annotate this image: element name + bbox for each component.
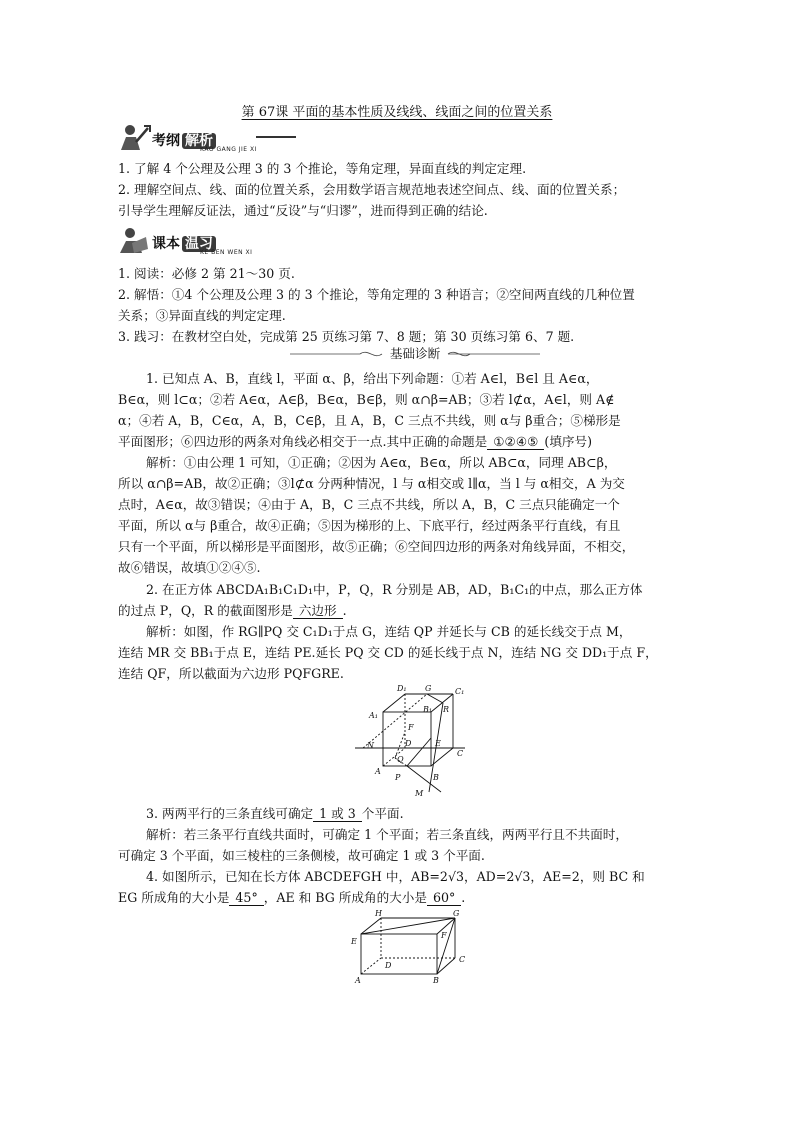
kaogang-line: 2. 理解空间点、线、面的位置关系，会用数学语言规范地表述空间点、线、面的位置关系； xyxy=(118,182,626,197)
label-M: M xyxy=(415,789,424,798)
a1-line: 只有一个平面，所以梯形是平面图形，故⑤正确；⑥空间四边形的两条对角线异面，不相交， xyxy=(118,539,635,554)
keben-line: 3. 践习：在教材空白处，完成第 25 页练习第 7、8 题；第 30 页练习第 6、7 题. xyxy=(118,329,575,344)
q4-answer-2: 60° xyxy=(427,890,461,906)
a2-line: 连结 MR 交 BB₁于点 E，连结 PE.延长 PQ 交 CD 的延长线于点 N，连结 NG 交 DD₁于点 F， xyxy=(118,645,658,660)
label-B1: B₁ xyxy=(423,705,433,714)
a1-line: 所以 α∩β=AB，故②正确；③l⊄α 分两种情况，l 与 α相交或 l∥α，当 l 与 α相交，A 为交 xyxy=(118,476,625,491)
q1-line: B∈α，则 l⊂α；②若 A∈α，A∈β，B∈α，B∈β，则 α∩β=AB；③若 l⊄α，A∈l，则 A∉ xyxy=(118,392,615,407)
label-F: F xyxy=(408,723,414,732)
keben-line: 1. 阅读：必修 2 第 21～30 页. xyxy=(118,266,295,281)
label-A1: A₁ xyxy=(369,711,378,720)
label-G: G xyxy=(425,684,432,693)
section-title: 课本 温习 xyxy=(148,234,220,254)
label-C1: C₁ xyxy=(455,687,465,696)
q1-answer: ①②④⑤ xyxy=(487,434,544,450)
a1-line: 平面，所以 α与 β重合，故④正确；⑤因为梯形的上、下底平行，经过两条平行直线，有且 xyxy=(118,518,621,533)
label-A: A xyxy=(375,767,381,776)
label-C: C xyxy=(457,749,464,758)
label-E: E xyxy=(351,937,357,946)
section-header-kaogang xyxy=(118,122,378,154)
box-figure xyxy=(345,908,481,986)
q4-answer-1: 45° xyxy=(229,890,263,906)
label-D: D xyxy=(405,739,412,748)
q3-answer: 1 或 3 xyxy=(313,806,362,822)
label-H: H xyxy=(375,909,382,918)
q2-line: 的过点 P，Q，R 的截面图形是 六边形 . xyxy=(118,603,347,618)
label-N: N xyxy=(367,741,374,750)
q4-line: 4. 如图所示，已知在长方体 ABCDEFGH 中，AB=2√3，AD=2√3，AE=2，则 BC 和 xyxy=(146,869,645,884)
cube-section-figure xyxy=(355,682,475,800)
section-bar xyxy=(256,136,296,138)
section-title: 考纲 解析 xyxy=(148,131,220,151)
q1-line: 平面图形；⑥四边形的两条对角线必相交于一点.其中正确的命题是 ①②④⑤ (填序号) xyxy=(118,434,593,449)
label-C: C xyxy=(459,955,466,964)
section-pinyin: KAO GANG JIE XI xyxy=(200,146,257,153)
a2-line: 解析：如图，作 RG∥PQ 交 C₁D₁于点 G，连结 QP 并延长与 CB 的延长线交于点 M， xyxy=(146,624,632,639)
q2-answer: 六边形 xyxy=(293,603,343,619)
a3-line: 解析：若三条平行直线共面时，可确定 1 个平面；若三条直线，两两平行且不共面时， xyxy=(146,827,628,842)
q1-line: α；④若 A，B，C∈α，A，B，C∈β，且 A，B，C 三点不共线，则 α与 β重合；⑤梯形是 xyxy=(118,413,621,428)
reader-icon xyxy=(118,122,152,152)
label-R: R xyxy=(443,705,450,714)
keben-line: 2. 解悟：①4 个公理及公理 3 的 3 个推论，等角定理的 3 种语言；②空间两直线的几种位置 xyxy=(118,287,635,302)
label-Q: Q xyxy=(397,755,404,764)
a1-line: 故⑥错误，故填①②④⑤. xyxy=(118,560,261,575)
label-G: G xyxy=(453,909,460,918)
section-pinyin: KE BEN WEN XI xyxy=(200,249,253,256)
label-A: A xyxy=(355,976,361,985)
a1-line: 点时，A∈α，故③错误；④由于 A，B，C 三点不共线，所以 A，B，C 三点只能确定一个 xyxy=(118,497,620,512)
a3-line: 可确定 3 个平面，如三棱柱的三条侧棱，故可确定 1 或 3 个平面. xyxy=(118,848,485,863)
label-P: P xyxy=(395,773,401,782)
section-header-keben xyxy=(118,225,378,257)
keben-line: 关系；③异面直线的判定定理. xyxy=(118,308,286,323)
q1-line: 1. 已知点 A、B，直线 l，平面 α、β，给出下列命题：①若 A∈l，B∈l 且 A∈α， xyxy=(146,371,599,386)
page-title: 第 67课 平面的基本性质及线线、线面之间的位置关系 xyxy=(241,105,553,120)
label-E: E xyxy=(435,739,441,748)
a1-line: 解析：①由公理 1 可知，①正确；②因为 A∈α，B∈α，所以 AB⊂α，同理 AB⊂β， xyxy=(146,455,617,470)
q2-line: 2. 在正方体 ABCDA₁B₁C₁D₁中，P，Q，R 分别是 AB，AD，B₁C₁的中点，那么正方体 xyxy=(146,582,643,597)
q3-line: 3. 两两平行的三条直线可确定 1 或 3 个平面. xyxy=(146,806,404,821)
label-F: F xyxy=(441,931,447,940)
reader-icon xyxy=(118,225,152,255)
divider-label: 基础诊断 xyxy=(290,346,540,362)
kaogang-line: 1. 了解 4 个公理及公理 3 的 3 个推论，等角定理，异面直线的判定定理. xyxy=(118,161,527,176)
q4-line: EG 所成角的大小是 45° ，AE 和 BG 所成角的大小是 60° . xyxy=(118,890,466,905)
kaogang-line: 引导学生理解反证法，通过“反设”与“归谬”，进而得到正确的结论. xyxy=(118,203,488,218)
label-B: B xyxy=(433,976,439,985)
label-D: D xyxy=(385,961,392,970)
label-D1: D₁ xyxy=(397,684,407,693)
label-B: B xyxy=(433,773,439,782)
section-divider xyxy=(290,346,540,362)
a2-line: 连结 QF，所以截面为六边形 PQFGRE. xyxy=(118,666,344,681)
